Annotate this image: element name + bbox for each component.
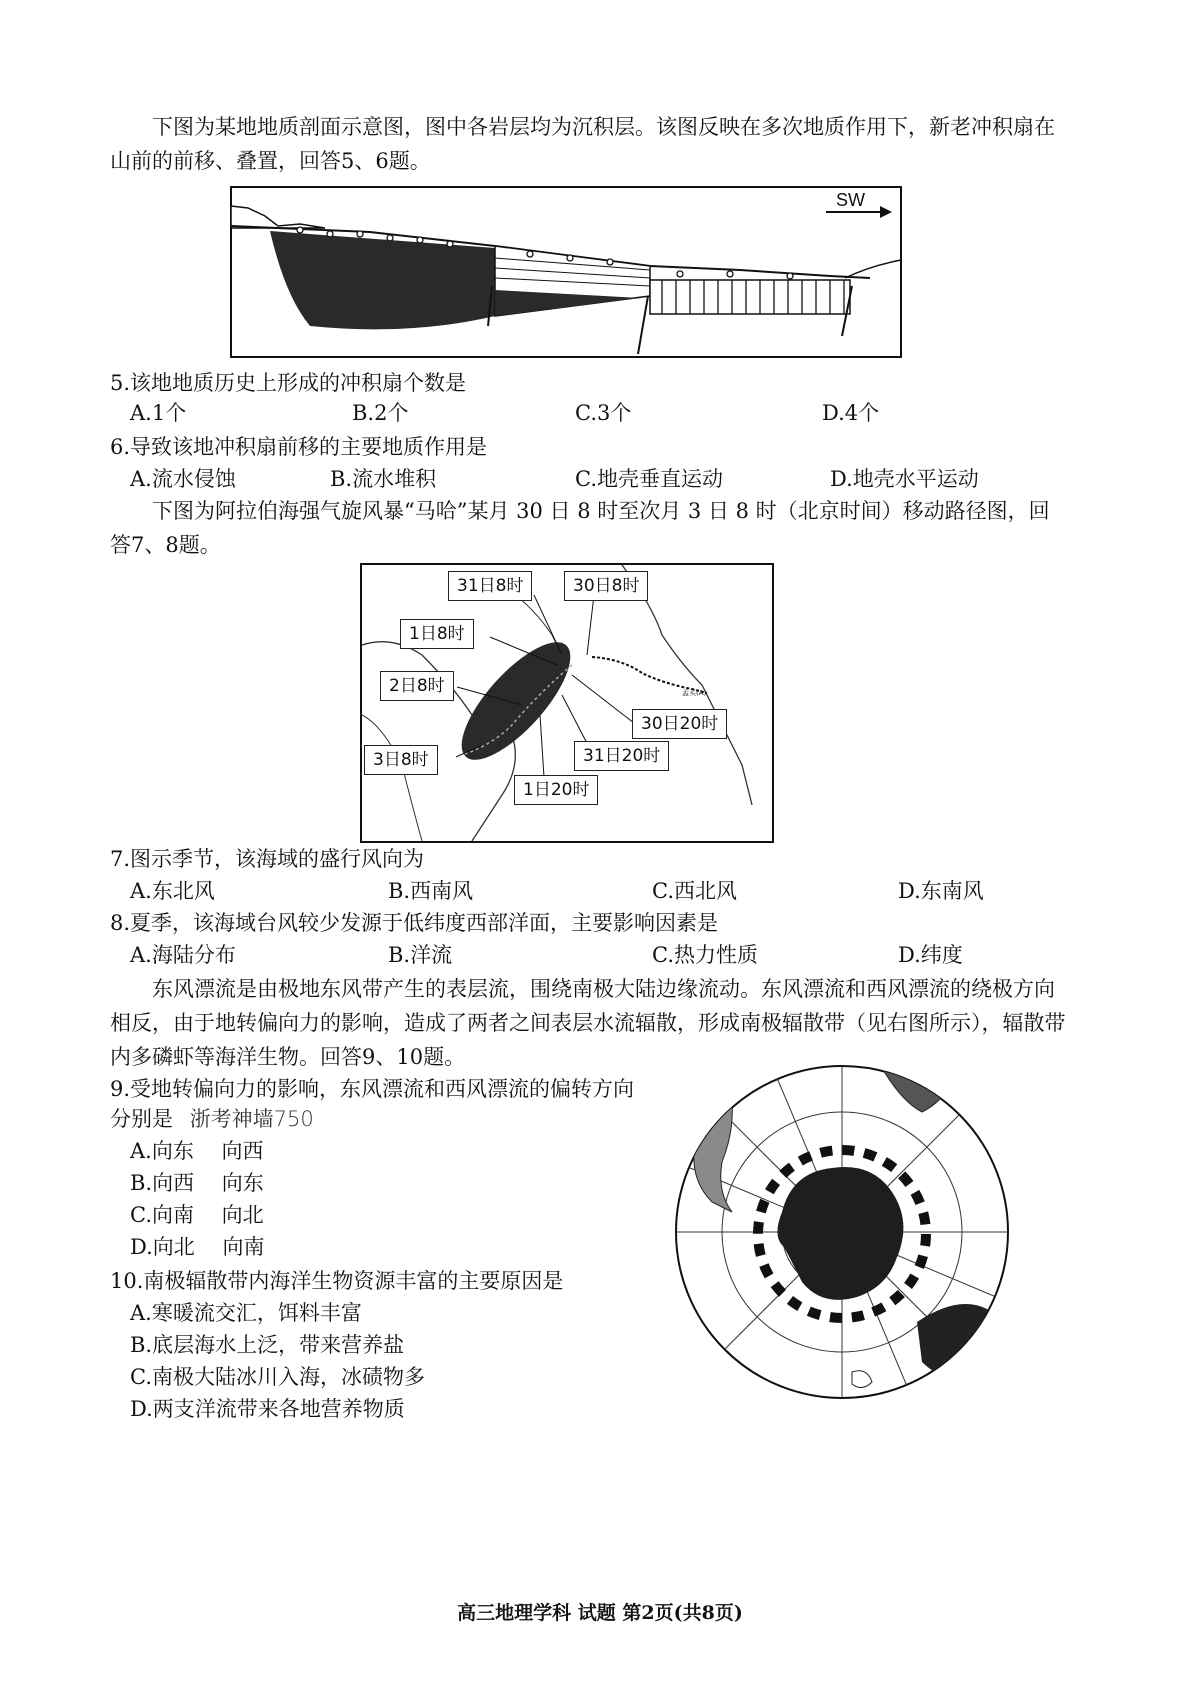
q6-stem: 6.导致该地冲积扇前移的主要地质作用是: [110, 435, 488, 459]
q7-option-a[interactable]: A.东北风: [130, 879, 215, 903]
label-30-8: 30日8时: [564, 571, 648, 601]
q8-option-d[interactable]: D.纬度: [898, 943, 963, 967]
q9-stem-line2: [110, 1104, 314, 1134]
q9-stem-text: 分别是: [110, 1107, 173, 1131]
label-2-8: 2日8时: [380, 671, 454, 701]
label-1-8: 1日8时: [400, 619, 474, 649]
q6-option-c[interactable]: C.地壳垂直运动: [575, 467, 723, 491]
antarctic-divergence-map: [672, 1062, 1012, 1402]
q5-option-d[interactable]: D.4个: [822, 401, 880, 425]
q10-option-a[interactable]: A.寒暖流交汇，饵料丰富: [130, 1301, 362, 1325]
city-label: 孟买(A): [682, 689, 707, 697]
q7-stem: 7.图示季节，该海域的盛行风向为: [110, 847, 425, 871]
q10-option-b[interactable]: B.底层海水上泛，带来营养盐: [130, 1333, 405, 1357]
q5-option-b[interactable]: B.2个: [352, 401, 409, 425]
q5-stem: 5.该地地质历史上形成的冲积扇个数是: [110, 371, 467, 395]
q9-stem-line1: 9.受地转偏向力的影响，东风漂流和西风漂流的偏转方向: [110, 1077, 635, 1101]
label-31-8: 31日8时: [448, 571, 532, 601]
direction-label: SW: [836, 190, 865, 210]
q8-option-a[interactable]: A.海陆分布: [130, 943, 236, 967]
q7-option-c[interactable]: C.西北风: [652, 879, 737, 903]
q10-stem: 10.南极辐散带内海洋生物资源丰富的主要原因是: [110, 1269, 564, 1293]
q6-option-a[interactable]: A.流水侵蚀: [130, 467, 236, 491]
label-3-8: 3日8时: [364, 745, 438, 775]
q10-option-d[interactable]: D.两支洋流带来各地营养物质: [130, 1397, 405, 1421]
storm-track: [592, 657, 707, 693]
q5-option-a[interactable]: A.1个: [130, 401, 187, 425]
q5-option-c[interactable]: C.3个: [575, 401, 632, 425]
q9-option-c[interactable]: C.向南 向北: [130, 1203, 264, 1227]
q7-option-d[interactable]: D.东南风: [898, 879, 984, 903]
q9-option-a[interactable]: A.向东 向西: [130, 1139, 264, 1163]
intro-paragraph-2: 下图为阿拉伯海强气旋风暴“马哈”某月 30 日 8 时至次月 3 日 8 时（北京时间）移动路径图，回答7、8题。: [110, 499, 1050, 557]
q9-option-b[interactable]: B.向西 向东: [130, 1171, 264, 1195]
page-footer: 高三地理学科 试题 第2页(共8页): [457, 1602, 743, 1624]
geologic-cross-section-figure: [230, 186, 902, 358]
q10-option-c[interactable]: C.南极大陆冰川入海，冰碛物多: [130, 1365, 425, 1389]
intro-paragraph-1: 下图为某地地质剖面示意图，图中各岩层均为沉积层。该图反映在多次地质作用下，新老冲积扇在山前的前移、叠置，回答5、6题。: [110, 115, 1055, 173]
watermark-text: 浙考神墙750: [189, 1107, 314, 1131]
label-30-20: 30日20时: [632, 709, 727, 739]
q8-option-b[interactable]: B.洋流: [388, 943, 453, 967]
q6-option-d[interactable]: D.地壳水平运动: [830, 467, 979, 491]
q7-option-b[interactable]: B.西南风: [388, 879, 474, 903]
q6-option-b[interactable]: B.流水堆积: [330, 467, 437, 491]
q8-option-c[interactable]: C.热力性质: [652, 943, 758, 967]
q9-option-d[interactable]: D.向北 向南: [130, 1235, 265, 1259]
label-31-20: 31日20时: [574, 741, 669, 771]
q8-stem: 8.夏季，该海域台风较少发源于低纬度西部洋面，主要影响因素是: [110, 911, 719, 935]
old-alluvial-fan: [270, 231, 495, 329]
label-1-20: 1日20时: [514, 775, 598, 805]
cyclone-track-map: [360, 563, 774, 843]
intro-paragraph-3: 东风漂流是由极地东风带产生的表层流，围绕南极大陆边缘流动。东风漂流和西风漂流的绕极方向相反，由于地转偏向力的影响，造成了两者之间表层水流辐散，形成南极辐散带（见右图所示），辐散带内多磷虾等海洋生物。回答9、10题。: [110, 977, 1066, 1069]
